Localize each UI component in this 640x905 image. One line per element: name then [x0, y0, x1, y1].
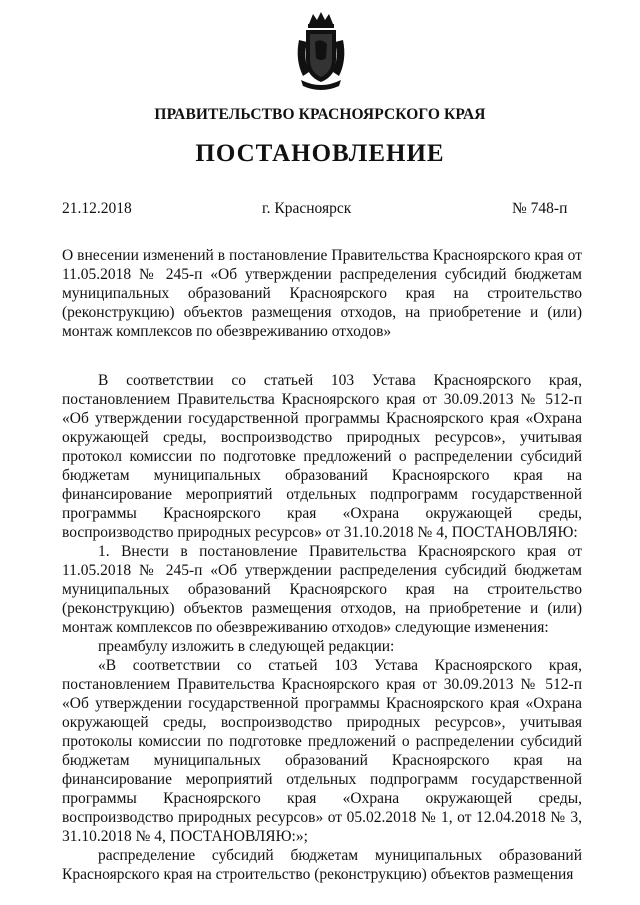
- paragraph-distribution: распределение субсидий бюджетам муниципальных образований Красноярского края на строительство (реконструкцию) объектов размещения: [62, 847, 582, 883]
- paragraph-item-1: 1. Внести в постановление Правительства Красноярского края от 11.05.2018 № 245-п «Об утверждении распределения субсидий бюджетам муниципальных образований Красноярского края на строительство (реконструкцию) объектов размещения отходов, на приобретение и (или) монтаж комплексов по обезвреживанию отходов» следующие изменения:: [62, 543, 582, 636]
- government-name: ПРАВИТЕЛЬСТВО КРАСНОЯРСКОГО КРАЯ: [154, 106, 486, 123]
- paragraph-preamble-new: «В соответствии со статьей 103 Устава Красноярского края, постановлением Правительства Красноярского края от 30.09.2013 № 512-п «Об утверждении государственной программы Красноярского края «Охрана окружающей среды, воспроизводство природных ресурсов», учитывая протоколы комиссии по подготовке предложений о распределении субсидий бюджетам муниципальных образований Красноярского края на финансирование мероприятий отдельных подпрограмм государственной программы Красноярского края «Охрана окружающей среды, воспроизводство природных ресурсов» от 05.02.2018 № 1, от 12.04.2018 № 3, 31.10.2018 № 4, ПОСТАНОВЛЯЮ:»;: [62, 657, 582, 845]
- document-date: 21.12.2018: [62, 200, 132, 217]
- paragraph-preamble: В соответствии со статьей 103 Устава Красноярского края, постановлением Правительства Красноярского края от 30.09.2013 № 512-п «Об утверждении государственной программы Красноярского края «Охрана окружающей среды, воспроизводство природных ресурсов», учитывая протокол комиссии по подготовке предложений о распределении субсидий бюджетам муниципальных образований Красноярского края на финансирование мероприятий отдельных подпрограмм государственной программы Красноярского края «Охрана окружающей среды, воспроизводство природных ресурсов» от 31.10.2018 № 4, ПОСТАНОВЛЯЮ:: [62, 372, 582, 541]
- document-subject: О внесении изменений в постановление Правительства Красноярского края от 11.05.2018 № 245-п «Об утверждении распределения субсидий бюджетам муниципальных образований Красноярского края на строительство (реконструкцию) объектов размещения отходов, на приобретение и (или) монтаж комплексов по обезвреживанию отходов»: [62, 247, 582, 340]
- document-number: № 748-п: [512, 200, 568, 217]
- paragraph-preamble-intro: преамбулу изложить в следующей редакции:: [98, 638, 395, 655]
- document-body: [62, 371, 582, 884]
- krasnoyarsk-coat-of-arms-icon: [293, 10, 349, 90]
- document-type-title: ПОСТАНОВЛЕНИЕ: [195, 140, 445, 167]
- document-city: г. Красноярск: [262, 200, 352, 217]
